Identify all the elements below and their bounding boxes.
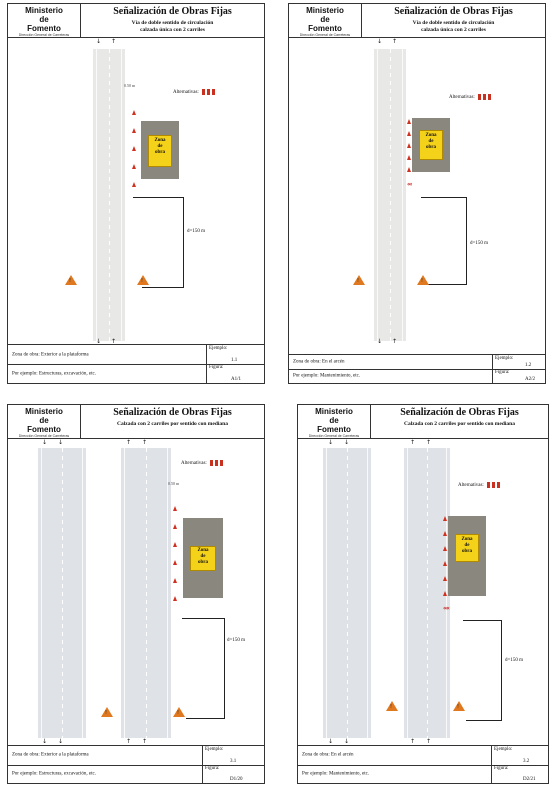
example-description: Por ejemplo: Mantenimiento, etc.: [302, 771, 370, 777]
distance-label: d=150 m: [505, 658, 523, 663]
zone-description: Zona de obra: En el arcén: [293, 359, 345, 365]
cone-icon: [497, 482, 500, 488]
distance-label: d=150 m: [227, 638, 245, 643]
cone-icon: [173, 542, 177, 547]
arrow-up-icon: ↑: [410, 738, 416, 745]
cone-icon: [212, 89, 215, 95]
work-zone: Zona de obra: [412, 118, 450, 172]
cone-icon: [215, 460, 218, 466]
warning-sign-icon: !: [173, 707, 185, 717]
cone-icon: [478, 94, 481, 100]
alternatives-legend: Alternativas:: [458, 482, 500, 488]
shoulder-width-label: 0.50 m: [124, 83, 136, 88]
chevron-sign-icon: ‹‹‹‹: [443, 605, 449, 612]
arrow-up-icon: ↑: [392, 338, 398, 345]
cone-icon: [488, 94, 491, 100]
cone-icon: [132, 164, 136, 169]
cone-icon: [407, 143, 411, 148]
shoulder-width-label: 0.50 m: [168, 481, 180, 486]
sheet-subtitle: Vía de doble sentido de circulación calzada única con 2 carriles: [412, 20, 495, 33]
cone-icon: [220, 460, 223, 466]
cone-icon: [407, 167, 411, 172]
warning-sign-icon: !: [453, 701, 465, 711]
sheet-title: Señalización de Obras Fijas: [113, 407, 232, 418]
example-number: 1.1: [231, 358, 238, 363]
distance-label: d=150 m: [187, 229, 205, 234]
sheet-2: [288, 3, 546, 384]
arrow-up-icon: ↑: [111, 338, 117, 345]
warning-sign-icon: !: [353, 275, 365, 285]
figure-number: D2/21: [523, 777, 536, 782]
arrow-down-icon: ↓: [96, 338, 102, 345]
cone-icon: [443, 561, 447, 566]
zone-description: Zona de obra: En el arcén: [302, 752, 354, 758]
cone-icon: [483, 94, 486, 100]
cone-icon: [487, 482, 490, 488]
warning-sign-icon: !: [137, 275, 149, 285]
diagram: [298, 438, 548, 748]
arrow-up-icon: ↑: [410, 439, 416, 446]
sheet-title: Señalización de Obras Fijas: [394, 6, 513, 17]
work-zone: Zona de obra: [183, 518, 223, 598]
road-left-carriageway: [38, 448, 86, 738]
ministry-logo: Ministerio de Fomento Dirección General de Carreteras: [289, 4, 362, 37]
diagram: [8, 438, 264, 748]
example-description: Por ejemplo: Mantenimiento, etc.: [293, 373, 361, 379]
road: [93, 49, 125, 341]
cone-icon: [132, 128, 136, 133]
work-zone: Zona de obra: [141, 121, 179, 179]
cone-icon: [443, 531, 447, 536]
example-number: 1.2: [525, 363, 532, 368]
cone-icon: [173, 596, 177, 601]
sheet-footer: Zona de obra: En el arcén Ejemplo: 3.2 Por ejemplo: Mantenimiento, etc. Figura: D2/21: [298, 745, 548, 783]
cone-icon: [173, 578, 177, 583]
cone-icon: [202, 89, 205, 95]
sheet-header: [8, 405, 264, 439]
cone-icon: [207, 89, 210, 95]
example-number: 3.1: [230, 758, 237, 764]
sheet-footer: Zona de obra: En el arcén Ejemplo: 1.2 Por ejemplo: Mantenimiento, etc. Figura: A2/2: [289, 354, 545, 383]
cone-icon: [407, 119, 411, 124]
figure-number: D1/20: [230, 777, 243, 782]
arrow-down-icon: ↓: [58, 439, 64, 446]
cone-icon: [210, 460, 213, 466]
arrow-down-icon: ↓: [377, 38, 383, 45]
diagram: [8, 37, 264, 345]
sheet-header: [289, 4, 545, 38]
sheet-1: [7, 3, 265, 384]
arrow-up-icon: ↑: [126, 738, 132, 745]
sheet-4: [297, 404, 549, 784]
warning-sign-icon: !: [101, 707, 113, 717]
alternatives-legend: Alternativas:: [173, 89, 215, 95]
diagram: [289, 37, 545, 345]
cone-icon: [407, 155, 411, 160]
cone-icon: [132, 182, 136, 187]
arrow-down-icon: ↓: [42, 439, 48, 446]
cone-icon: [443, 516, 447, 521]
example-description: Por ejemplo: Estructuras, excavación, etc.: [12, 771, 96, 777]
ministry-logo: Ministerio de Fomento Dirección General de Carreteras: [8, 405, 81, 438]
arrow-up-icon: ↑: [426, 738, 432, 745]
arrow-down-icon: ↓: [344, 439, 350, 446]
cone-icon: [132, 110, 136, 115]
figure-number: A1/1: [231, 377, 241, 382]
alternatives-legend: Alternativas:: [181, 460, 223, 466]
cone-icon: [443, 591, 447, 596]
arrow-up-icon: ↑: [111, 38, 117, 45]
cone-icon: [443, 546, 447, 551]
ministry-logo: Ministerio de Fomento Dirección General de Carreteras: [298, 405, 371, 438]
arrow-down-icon: ↓: [42, 738, 48, 745]
cone-icon: [407, 131, 411, 136]
arrow-down-icon: ↓: [377, 338, 383, 345]
alternatives-legend: Alternativas:: [449, 94, 491, 100]
work-zone: Zona de obra: [448, 516, 486, 596]
sheet-subtitle: Calzada con 2 carriles por sentido con mediana: [404, 421, 515, 427]
arrow-up-icon: ↑: [426, 439, 432, 446]
sheet-title: Señalización de Obras Fijas: [400, 407, 519, 418]
ministry-logo: Ministerio de Fomento Dirección General de Carreteras: [8, 4, 81, 37]
arrow-up-icon: ↑: [142, 738, 148, 745]
cone-icon: [173, 506, 177, 511]
example-description: Por ejemplo: Estructuras, excavación, etc.: [12, 371, 96, 376]
warning-sign-icon: !: [386, 701, 398, 711]
sheet-footer: Zona de obra: Exterior a la plataforma Ejemplo: 1.1 Por ejemplo: Estructuras, excavación, etc. Figura: A1/1: [8, 344, 264, 383]
cone-icon: [173, 524, 177, 529]
cone-icon: [132, 146, 136, 151]
arrow-down-icon: ↓: [96, 38, 102, 45]
distance-label: d=150 m: [470, 241, 488, 246]
zone-description: Zona de obra: Exterior a la plataforma: [12, 352, 89, 357]
arrow-up-icon: ↑: [126, 439, 132, 446]
warning-sign-icon: !: [417, 275, 429, 285]
cone-icon: [492, 482, 495, 488]
road-right-carriageway: [121, 448, 171, 738]
cone-icon: [173, 560, 177, 565]
cone-icon: [443, 576, 447, 581]
arrow-up-icon: ↑: [142, 439, 148, 446]
arrow-up-icon: ↑: [392, 38, 398, 45]
figure-number: A2/2: [525, 377, 535, 382]
road: [374, 49, 406, 341]
sheet-3: [7, 404, 265, 784]
arrow-down-icon: ↓: [58, 738, 64, 745]
warning-sign-icon: !: [65, 275, 77, 285]
sheet-header: [298, 405, 548, 439]
sheet-subtitle: Calzada con 2 carriles por sentido con mediana: [117, 421, 228, 427]
sheet-subtitle: Vía de doble sentido de circulación calzada única con 2 carriles: [131, 20, 214, 33]
arrow-down-icon: ↓: [344, 738, 350, 745]
example-number: 3.2: [523, 758, 530, 764]
sheet-title: Señalización de Obras Fijas: [113, 6, 232, 17]
arrow-down-icon: ↓: [328, 439, 334, 446]
arrow-down-icon: ↓: [328, 738, 334, 745]
sheet-footer: Zona de obra: Exterior a la plataforma Ejemplo: 3.1 Por ejemplo: Estructuras, excavación, etc. Figura: D1/20: [8, 745, 264, 783]
chevron-sign-icon: ‹‹‹: [407, 181, 412, 188]
road-left-carriageway: [323, 448, 371, 738]
zone-description: Zona de obra: Exterior a la plataforma: [12, 752, 89, 758]
sheet-header: [8, 4, 264, 38]
